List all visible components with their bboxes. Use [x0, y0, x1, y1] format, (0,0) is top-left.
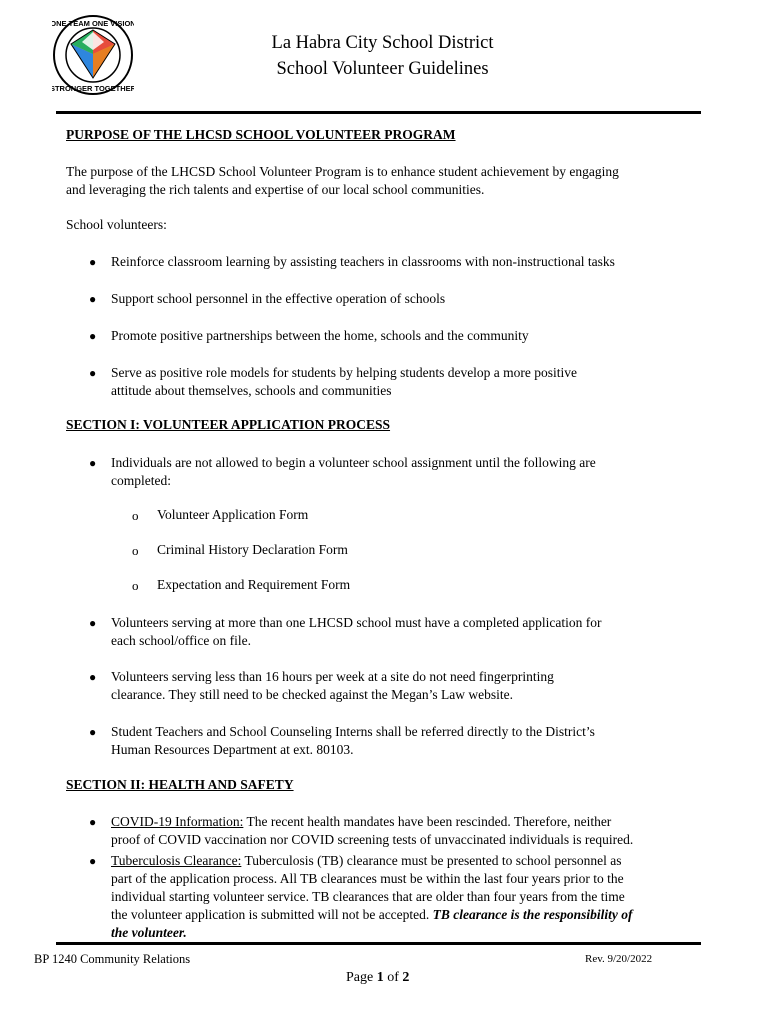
tb-line2: part of the application process. All TB clearances must be within the last four years prior to the	[111, 871, 624, 886]
bullet-icon: ●	[89, 725, 97, 739]
bullet-icon: ●	[89, 366, 97, 380]
footer-divider	[56, 942, 701, 945]
sub-bullet-icon: o	[132, 578, 139, 593]
bullet-icon: ●	[89, 292, 97, 306]
tb-line5: the volunteer.	[111, 925, 187, 940]
tb-line4: the volunteer application is submitted will not be accepted. TB clearance is the responsibility of	[111, 907, 633, 922]
covid-line2: proof of COVID vaccination nor COVID screening tests of unvaccinated individuals is required.	[111, 832, 634, 847]
bullet-icon: ●	[89, 854, 97, 868]
bullet-icon: ●	[89, 255, 97, 269]
section1-bullet3-line1: Volunteers serving less than 16 hours per week at a site do not need fingerprinting	[111, 669, 554, 684]
tb-line3: individual starting volunteer service. TB clearances that are older than four years from the time	[111, 889, 625, 904]
purpose-bullet-line2: attitude about themselves, schools and communities	[111, 383, 392, 398]
section1-bullet4-line2: Human Resources Department at ext. 80103.	[111, 742, 354, 757]
covid-line1: COVID-19 Information: The recent health mandates have been rescinded. Therefore, neither	[111, 814, 612, 829]
purpose-paragraph-line2: and leveraging the rich talents and expertise of our local school communities.	[66, 182, 485, 197]
section1-bullet1-line1: Individuals are not allowed to begin a volunteer school assignment until the following are	[111, 455, 596, 470]
section1-bullet2-line1: Volunteers serving at more than one LHCSD school must have a completed application for	[111, 615, 602, 630]
tb-emphasis: TB clearance is the responsibility of	[432, 907, 633, 922]
section2-heading: SECTION II: HEALTH AND SAFETY	[66, 777, 294, 792]
bullet-icon: ●	[89, 456, 97, 470]
purpose-heading: PURPOSE OF THE LHCSD SCHOOL VOLUNTEER PROGRAM	[66, 127, 456, 142]
bullet-icon: ●	[89, 329, 97, 343]
sub-bullet-icon: o	[132, 543, 139, 558]
bullet-icon: ●	[89, 670, 97, 684]
purpose-bullet: Promote positive partnerships between the home, schools and the community	[111, 328, 529, 343]
bullet-icon: ●	[89, 815, 97, 829]
document-title: School Volunteer Guidelines	[276, 59, 489, 79]
tb-line1: Tuberculosis Clearance: Tuberculosis (TB) clearance must be presented to school personnel as	[111, 853, 622, 868]
tb-label: Tuberculosis Clearance:	[111, 853, 242, 868]
bullet-icon: ●	[89, 616, 97, 630]
page-number: Page 1 of 2	[346, 970, 410, 985]
logo-bottom-text: STRONGER TOGETHER	[52, 84, 134, 93]
section1-bullet4-line1: Student Teachers and School Counseling Interns shall be referred directly to the District’s	[111, 724, 595, 739]
purpose-paragraph-line1: The purpose of the LHCSD School Volunteer Program is to enhance student achievement by engaging	[66, 164, 619, 179]
purpose-bullet: Support school personnel in the effective operation of schools	[111, 291, 446, 306]
header-divider	[56, 111, 701, 114]
sub-bullet-icon: o	[132, 508, 139, 523]
purpose-bullet-line1: Serve as positive role models for students by helping students develop a more positive	[111, 365, 578, 380]
footer-policy: BP 1240 Community Relations	[34, 952, 191, 966]
section1-bullet3-line2: clearance. They still need to be checked against the Megan’s Law website.	[111, 687, 513, 702]
purpose-bullet: Reinforce classroom learning by assisting teachers in classrooms with non-instructional tasks	[111, 254, 615, 269]
footer-revision: Rev. 9/20/2022	[585, 953, 653, 965]
form-item: Expectation and Requirement Form	[157, 577, 351, 592]
district-logo	[52, 14, 134, 96]
district-name: La Habra City School District	[271, 33, 494, 53]
section1-bullet1-line2: completed:	[111, 473, 171, 488]
covid-label: COVID-19 Information:	[111, 814, 244, 829]
form-item: Criminal History Declaration Form	[157, 542, 348, 557]
form-item: Volunteer Application Form	[157, 507, 309, 522]
section1-bullet2-line2: each school/office on file.	[111, 633, 251, 648]
logo-top-text: ONE TEAM ONE VISION	[52, 19, 134, 28]
section1-heading: SECTION I: VOLUNTEER APPLICATION PROCESS	[66, 417, 391, 432]
volunteers-lead: School volunteers:	[66, 217, 167, 232]
